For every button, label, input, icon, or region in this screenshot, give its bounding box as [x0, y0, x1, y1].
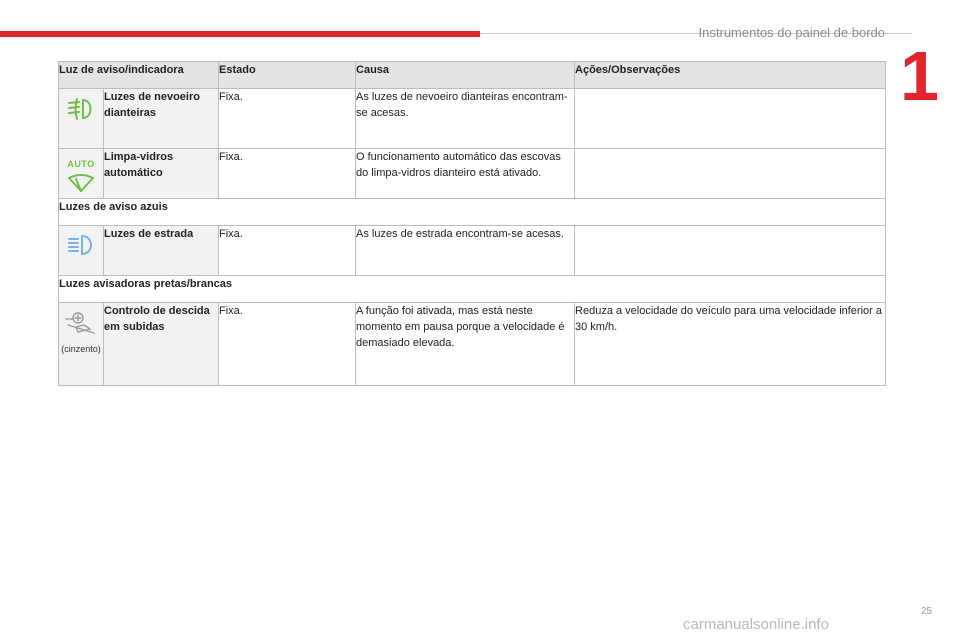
- high-beam-icon: [66, 234, 96, 256]
- table-row: [59, 89, 886, 149]
- row-acoes: [575, 226, 886, 276]
- row-name: Luzes de estrada: [104, 226, 219, 276]
- group-title-black: Luzes avisadoras pretas/brancas: [59, 276, 886, 303]
- group-title-blue: Luzes de aviso azuis: [59, 199, 886, 226]
- warning-lights-table: [58, 61, 886, 386]
- row-estado: Fixa.: [219, 226, 356, 276]
- top-accent-bar: [0, 31, 480, 37]
- row-icon-cell: [59, 89, 104, 149]
- row-icon-cell: [59, 226, 104, 276]
- row-icon-cell: [59, 149, 104, 199]
- auto-label: AUTO: [67, 159, 95, 169]
- row-causa: O funcionamento automático das escovas do limpa-vidros dianteiro está ativado.: [356, 149, 575, 199]
- row-causa: As luzes de nevoeiro dianteiras encontram-se acesas.: [356, 89, 575, 149]
- page-number: 25: [920, 606, 932, 617]
- section-title: Instrumentos do painel de bordo: [698, 25, 885, 40]
- row-causa: As luzes de estrada encontram-se acesas.: [356, 226, 575, 276]
- table-row: [59, 303, 886, 386]
- column-header-causa: Causa: [356, 62, 575, 89]
- auto-wiper-icon: [66, 173, 96, 193]
- row-estado: Fixa.: [219, 149, 356, 199]
- table-row: [59, 149, 886, 199]
- row-name: Limpa-vidros automático: [104, 149, 219, 199]
- row-name: Luzes de nevoeiro dianteiras: [104, 89, 219, 149]
- row-icon-cell: [59, 303, 104, 386]
- front-fog-light-icon: [66, 97, 96, 121]
- column-header-light: Luz de aviso/indicadora: [59, 62, 219, 89]
- row-acoes: [575, 89, 886, 149]
- table-header-row: [59, 62, 886, 89]
- group-row: [59, 276, 886, 303]
- column-header-estado: Estado: [219, 62, 356, 89]
- group-row: [59, 199, 886, 226]
- row-name: Controlo de descida em subidas: [104, 303, 219, 386]
- row-estado: Fixa.: [219, 303, 356, 386]
- row-causa: A função foi ativada, mas está neste momento em pausa porque a velocidade é demasiado elevada.: [356, 303, 575, 386]
- hill-descent-icon: [64, 311, 98, 335]
- table-row: [59, 226, 886, 276]
- row-estado: Fixa.: [219, 89, 356, 149]
- column-header-acoes: Ações/Observações: [575, 62, 886, 89]
- watermark: carmanualsonline.info: [683, 616, 829, 633]
- chapter-number: 1: [900, 37, 939, 115]
- row-acoes: Reduza a velocidade do veículo para uma velocidade inferior a 30 km/h.: [575, 303, 886, 386]
- cinzento-label: (cinzento): [61, 344, 101, 354]
- row-acoes: [575, 149, 886, 199]
